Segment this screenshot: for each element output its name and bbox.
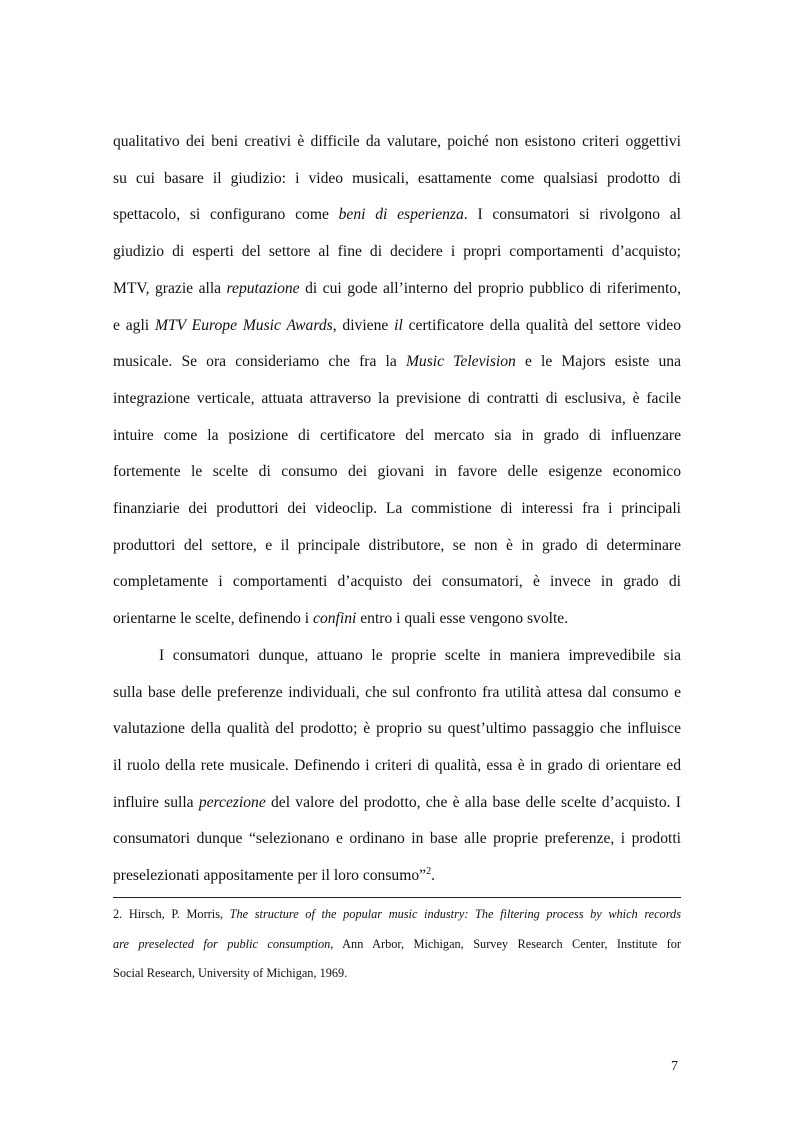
emphasis-music-television: Music Television [405, 353, 516, 371]
footnote-title: The structure of the popular music industry: The filtering process by which records [229, 907, 681, 921]
footnote-line [113, 900, 681, 930]
text-run: , diviene [332, 316, 395, 334]
page-number: 7 [671, 1059, 678, 1074]
text-line: intuire come la posizione di certificatore del mercato sia in grado di influenzare [113, 426, 681, 444]
text-line: finanziarie dei produttori dei videoclip. La commistione di interessi fra i principali [113, 500, 681, 518]
text-line: consumatori dunque “selezionano e ordinano in base alle proprie preferenze, i prodotti [113, 830, 681, 848]
text-line: valutazione della qualità del prodotto; è proprio su quest’ultimo passaggio che influisce [113, 720, 681, 738]
text-line [113, 308, 681, 345]
text-line [113, 785, 681, 822]
text-run: . [431, 867, 435, 885]
text-run: influire sulla [113, 793, 199, 811]
text-run: . I consumatori si rivolgono al [463, 206, 681, 224]
text-line: completamente i comportamenti d’acquisto dei consumatori, è invece in grado di [113, 573, 681, 591]
footnote-reference[interactable]: 2 [426, 866, 432, 878]
text-run: , Ann Arbor, Michigan, Survey Research Center, Institute for [330, 936, 682, 951]
text-run: 2. Hirsch, P. Morris, [113, 907, 230, 921]
emphasis-il: il [394, 316, 403, 334]
text-run: musicale. Se ora consideriamo che fra la [113, 353, 406, 371]
text-run: di cui gode all’interno del proprio pubblico di riferimento, [299, 279, 681, 297]
text-line: su cui basare il giudizio: i video musicali, esattamente come qualsiasi prodotto di [113, 169, 681, 187]
text-line: fortemente le scelte di consumo dei giovani in favore delle esigenze economico [113, 463, 681, 481]
text-run: orientarne le scelte, definendo i [113, 610, 314, 628]
text-line: produttori del settore, e il principale distributore, se non è in grado di determinare [113, 536, 681, 554]
footnote-line: Social Research, University of Michigan, 1969. [113, 966, 348, 980]
text-run: certificatore della qualità del settore video [402, 316, 682, 334]
text-line: qualitativo dei beni creativi è difficile da valutare, poiché non esistono criteri oggettivi [113, 133, 681, 150]
text-run: e agli [113, 316, 155, 334]
emphasis-mtv-awards: MTV Europe Music Awards [154, 316, 333, 334]
text-line [113, 271, 681, 308]
text-line [113, 344, 681, 381]
text-run: entro i quali esse vengono svolte. [356, 610, 569, 628]
text-line [113, 197, 681, 234]
text-run: spettacolo, si configurano come [113, 206, 339, 224]
text-line: I consumatori dunque, attuano le proprie scelte in maniera imprevedibile sia [159, 646, 681, 664]
text-line: il ruolo della rete musicale. Definendo i criteri di qualità, essa è in grado di orientare ed [113, 756, 681, 774]
text-run: e le Majors esiste una [515, 353, 681, 371]
text-line: sulla base delle preferenze individuali, che sul confronto fra utilità attesa dal consumo e [113, 683, 681, 701]
text-line [113, 601, 681, 638]
text-run: del valore del prodotto, che è alla base delle scelte d’acquisto. I [265, 793, 681, 811]
text-run: preselezionati appositamente per il loro consumo” [113, 867, 427, 885]
emphasis-beni-di-esperienza: beni di esperienza [338, 206, 464, 224]
emphasis-confini: confini [313, 610, 357, 628]
footnote-separator [113, 897, 681, 898]
emphasis-reputazione: reputazione [226, 279, 300, 297]
paragraph-1 [113, 124, 681, 638]
emphasis-percezione: percezione [198, 793, 266, 811]
text-line [113, 858, 681, 895]
text-line: integrazione verticale, attuata attraverso la previsione di contratti di esclusiva, è facile [113, 389, 681, 407]
footnote-line [113, 930, 681, 960]
text-line: giudizio di esperti del settore al fine di decidere i propri comportamenti d’acquisto; [113, 243, 681, 261]
text-run: MTV, grazie alla [113, 279, 227, 297]
body-text [113, 124, 681, 895]
footnote-title: are preselected for public consumption [113, 936, 331, 951]
footnote [113, 900, 681, 989]
paragraph-2 [113, 638, 681, 895]
